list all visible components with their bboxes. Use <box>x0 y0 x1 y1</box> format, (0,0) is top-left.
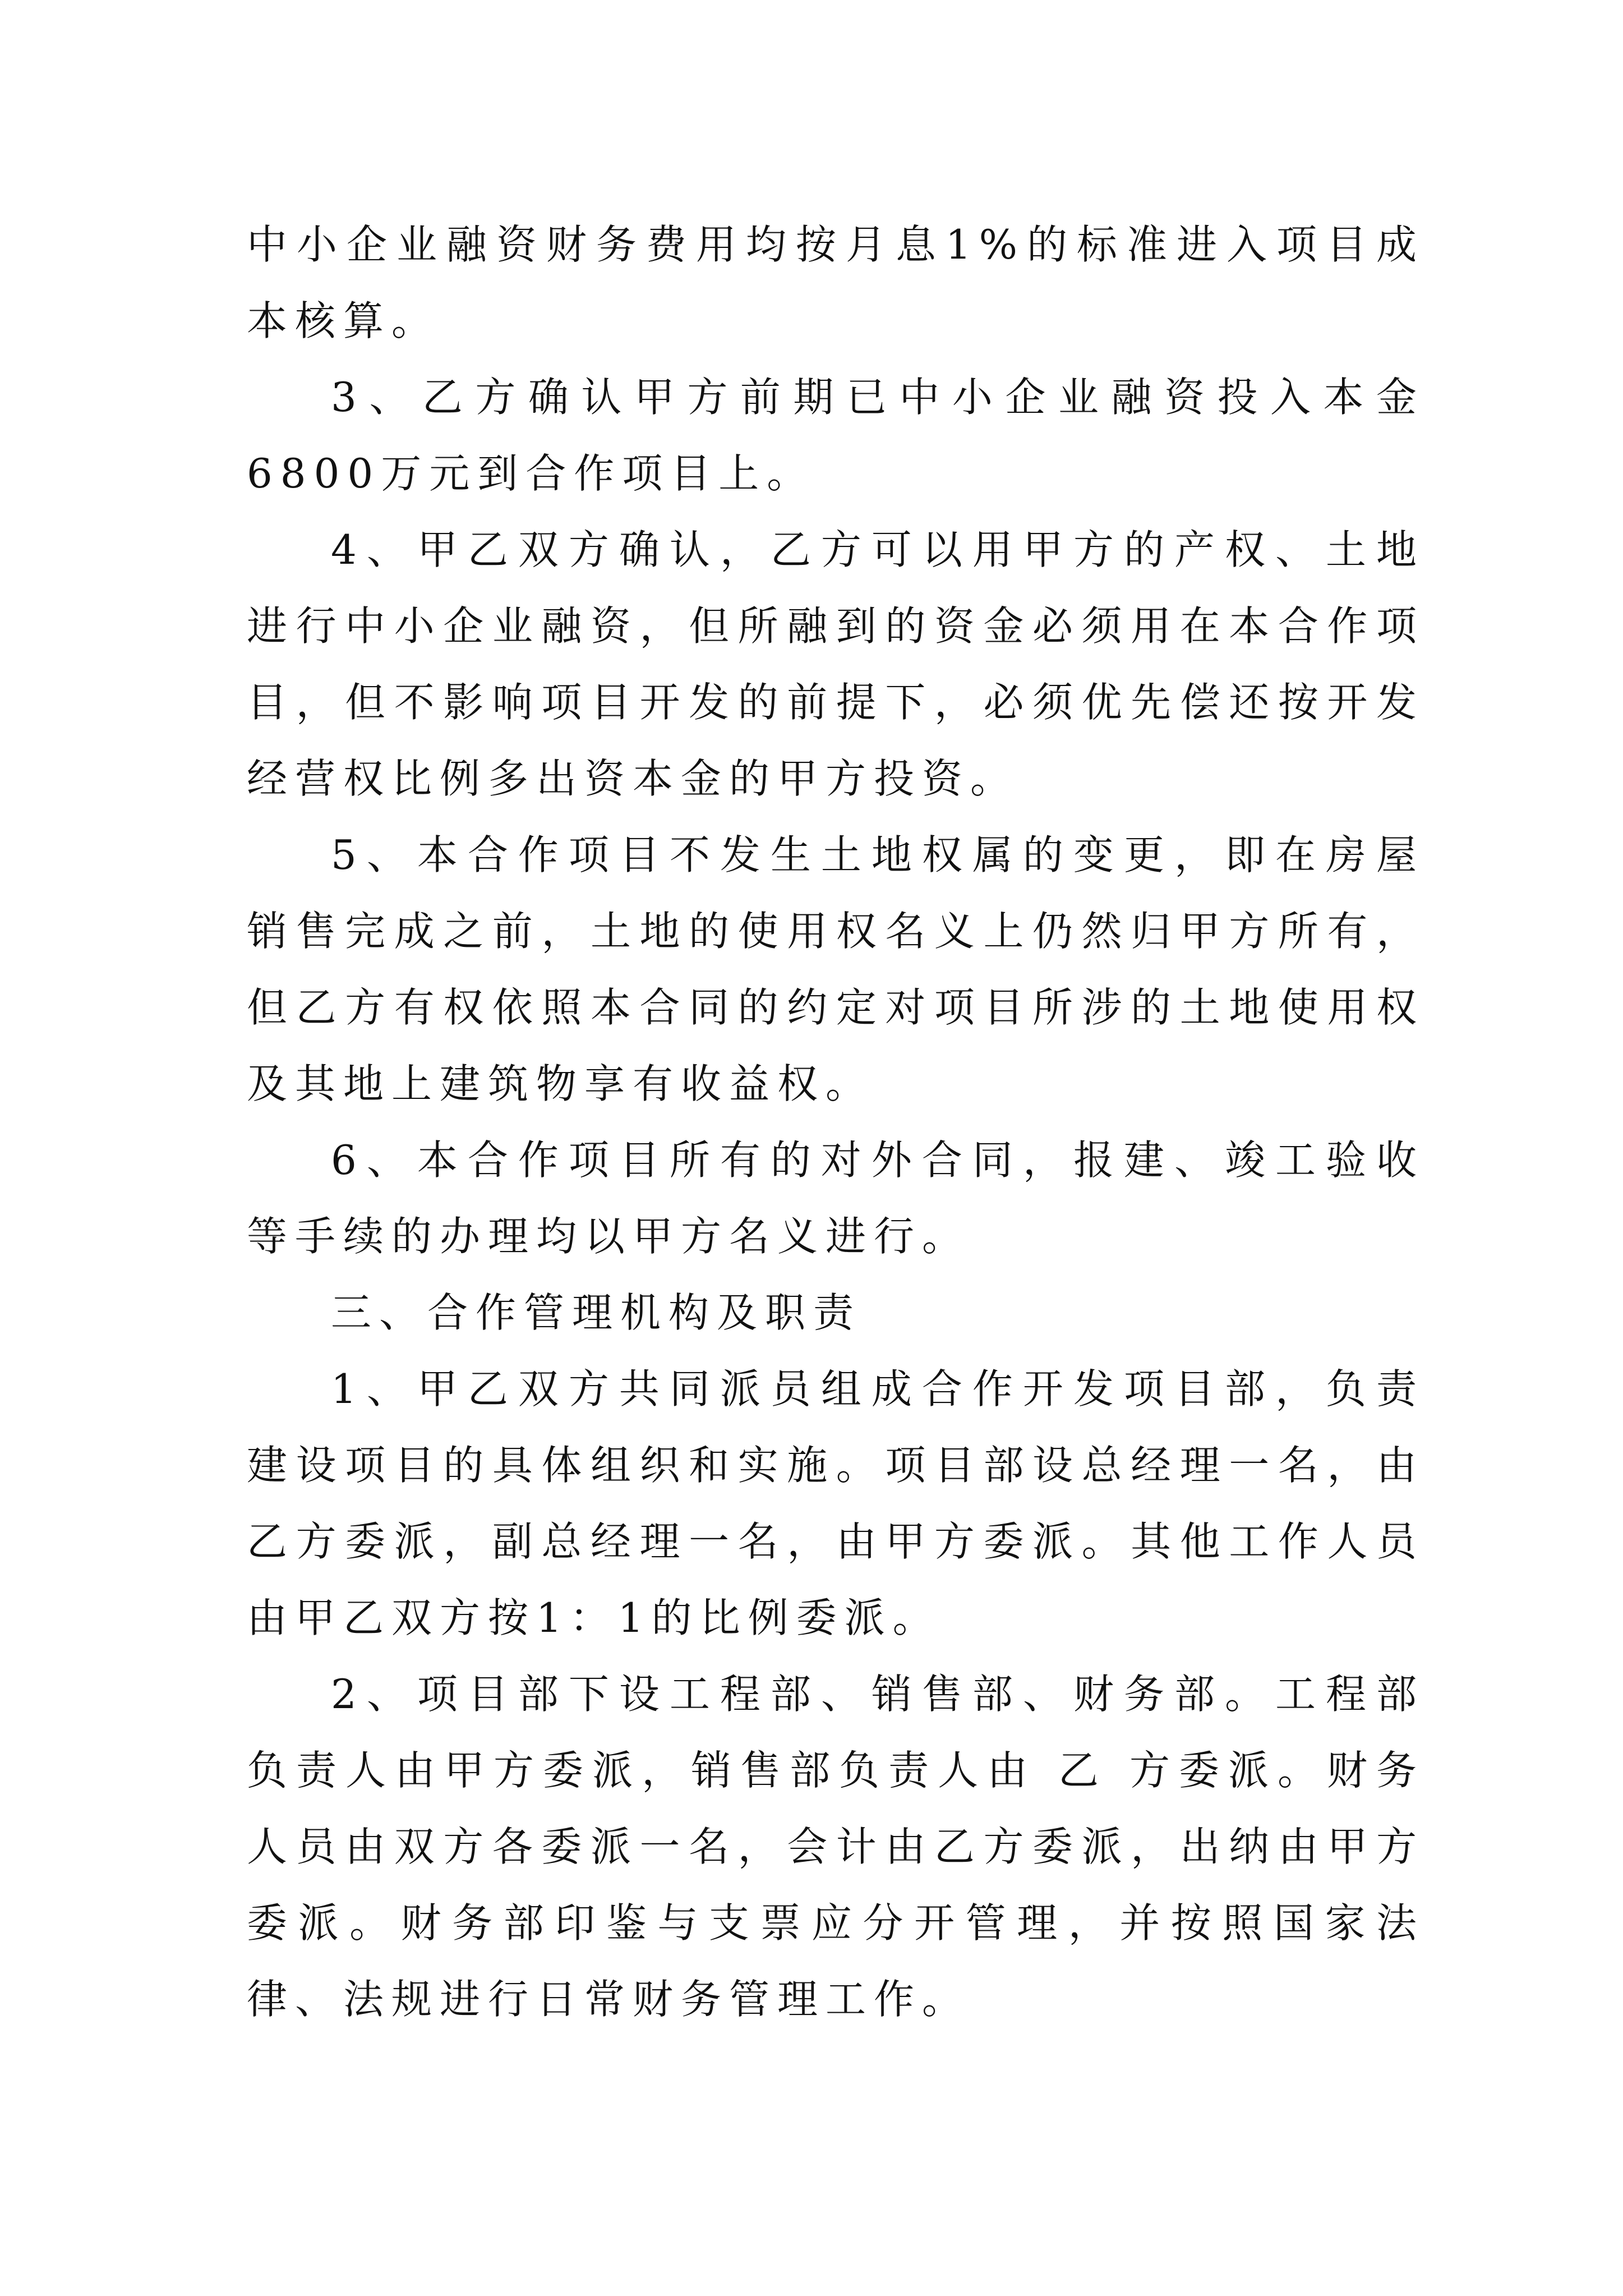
paragraph-clause-6: 6、本合作项目所有的对外合同，报建、竣工验收等手续的办理均以甲方名义进行。 <box>247 1137 1424 1260</box>
document-body <box>247 206 1424 2037</box>
paragraph-continuation: 中小企业融资财务费用均按月息1%的标准进入项目成本核算。 <box>247 221 1424 344</box>
section-heading-three: 三、合作管理机构及职责 <box>331 1289 862 1336</box>
paragraph-clause-3: 3、乙方确认甲方前期已中小企业融资投入本金6800万元到合作项目上。 <box>247 374 1424 497</box>
paragraph-clause-5: 5、本合作项目不发生土地权属的变更，即在房屋销售完成之前，土地的使用权名义上仍然归甲方所有，但乙方有权依照本合同的约定对项目所涉的土地使用权及其地上建筑物享有收益权。 <box>247 831 1424 1107</box>
paragraph-section3-clause-2: 2、项目部下设工程部、销售部、财务部。工程部负责人由甲方委派，销售部负责人由 乙 方委派。财务人员由双方各委派一名，会计由乙方委派，出纳由甲方委派。财务部印鉴与支票应分开管理，并按照国家法律、法规进行日常财务管理工作。 <box>247 1671 1424 2023</box>
paragraph-clause-4: 4、甲乙双方确认，乙方可以用甲方的产权、土地进行中小企业融资，但所融到的资金必须用在本合作项目，但不影响项目开发的前提下，必须优先偿还按开发经营权比例多出资本金的甲方投资。 <box>247 526 1424 802</box>
paragraph-section3-clause-1: 1、甲乙双方共同派员组成合作开发项目部，负责建设项目的具体组织和实施。项目部设总经理一名，由乙方委派，副总经理一名，由甲方委派。其他工作人员由甲乙双方按1：1的比例委派。 <box>247 1365 1424 1641</box>
